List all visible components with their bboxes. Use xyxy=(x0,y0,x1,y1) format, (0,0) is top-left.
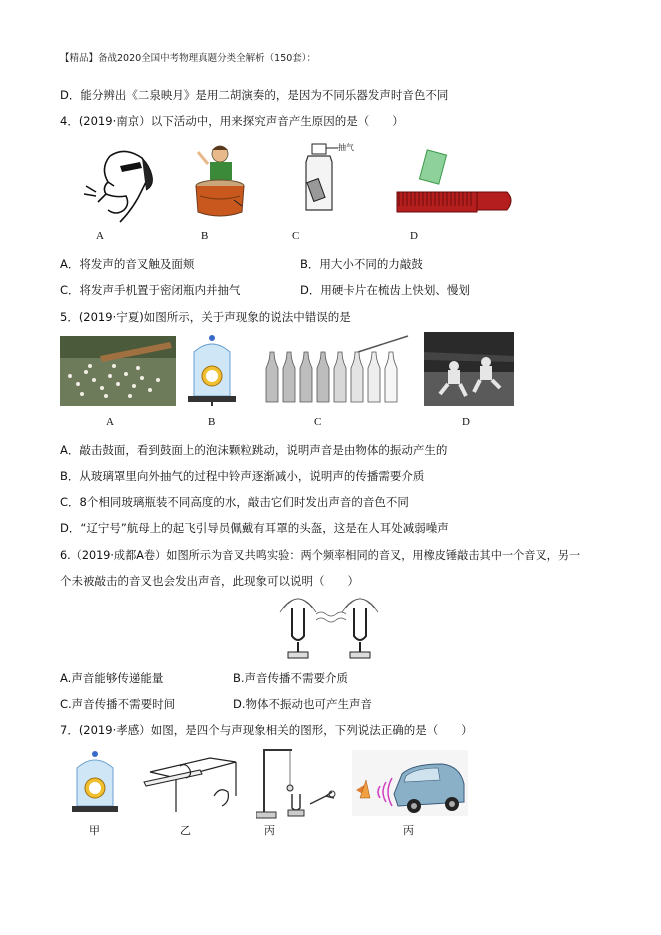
q6-option-d: D.物体不振动也可产生声音 xyxy=(233,697,373,711)
q7-stem: 7．(2019·孝感）如图，是四个与声现象相关的图形，下列说法正确的是（ ） xyxy=(60,723,473,737)
q4-image-d xyxy=(395,148,517,218)
q4-image-c-text: 抽气 xyxy=(338,143,354,152)
q5-option-a: A．敲击鼓面，看到鼓面上的泡沫颗粒跳动，说明声音是由物体的振动产生的 xyxy=(60,443,448,457)
q4-label-c: C xyxy=(292,230,300,242)
q5-label-b: B xyxy=(208,416,216,428)
q5-image-d xyxy=(424,332,514,406)
q4-image-a xyxy=(80,146,158,224)
q7-image-bing-2 xyxy=(352,750,468,816)
q7-image-yi xyxy=(140,752,240,816)
q7-label-bing-1: 丙 xyxy=(264,825,275,837)
q5-option-d: D．“辽宁号”航母上的起飞引导员佩戴有耳罩的头盔，这是在人耳处减弱噪声 xyxy=(60,521,449,535)
q4-image-c xyxy=(298,142,358,214)
q5-option-c: C．8个相同玻璃瓶装不同高度的水，敲击它们时发出声音的音色不同 xyxy=(60,495,409,509)
q4-image-b xyxy=(190,140,250,220)
document-header: 【精品】备战2020全国中考物理真题分类全解析（150套）： xyxy=(60,53,317,64)
prev-option-d: D．能分辨出《二泉映月》是用二胡演奏的，是因为不同乐器发声时音色不同 xyxy=(60,88,449,102)
q5-label-c: C xyxy=(314,416,322,428)
q7-label-bing-2: 丙 xyxy=(403,825,414,837)
q5-stem: 5．(2019·宁夏)如图所示，关于声现象的说法中错误的是 xyxy=(60,310,351,324)
q4-label-d: D xyxy=(410,230,418,242)
q6-tuning-forks-image xyxy=(278,594,388,660)
q4-stem: 4．(2019·南京）以下活动中，用来探究声音产生原因的是（ ） xyxy=(60,114,404,128)
q4-option-c: C．将发声手机置于密闭瓶内并抽气 xyxy=(60,283,241,297)
q6-option-b: B.声音传播不需要介质 xyxy=(233,671,349,685)
q4-option-d: D．用硬卡片在梳齿上快划、慢划 xyxy=(300,283,470,297)
q6-stem-line1: 6.（2019·成都A卷）如图所示为音叉共鸣实验：两个频率相同的音叉，用橡皮锤敲击其中一个音叉，另一 xyxy=(60,549,581,562)
q7-label-jia: 甲 xyxy=(89,825,100,837)
q5-label-d: D xyxy=(462,416,470,428)
q5-label-a: A xyxy=(106,416,114,428)
q4-label-a: A xyxy=(96,230,104,242)
q5-image-b xyxy=(186,332,238,406)
q4-label-b: B xyxy=(201,230,209,242)
q7-image-bing-1 xyxy=(256,746,340,820)
q5-option-b: B．从玻璃罩里向外抽气的过程中铃声逐渐减小，说明声的传播需要介质 xyxy=(60,469,425,483)
q6-option-c: C.声音传播不需要时间 xyxy=(60,697,176,711)
q7-image-jia xyxy=(70,748,120,816)
q5-image-a xyxy=(60,336,176,406)
q6-stem-line2: 个未被敲击的音叉也会发出声音，此现象可以说明（ ） xyxy=(60,574,359,588)
q5-image-c xyxy=(262,332,412,406)
q7-label-yi: 乙 xyxy=(180,825,191,837)
q4-option-b: B．用大小不同的力敲鼓 xyxy=(300,257,423,271)
q6-option-a: A.声音能够传递能量 xyxy=(60,671,164,685)
q4-option-a: A．将发声的音叉触及面颊 xyxy=(60,257,195,271)
